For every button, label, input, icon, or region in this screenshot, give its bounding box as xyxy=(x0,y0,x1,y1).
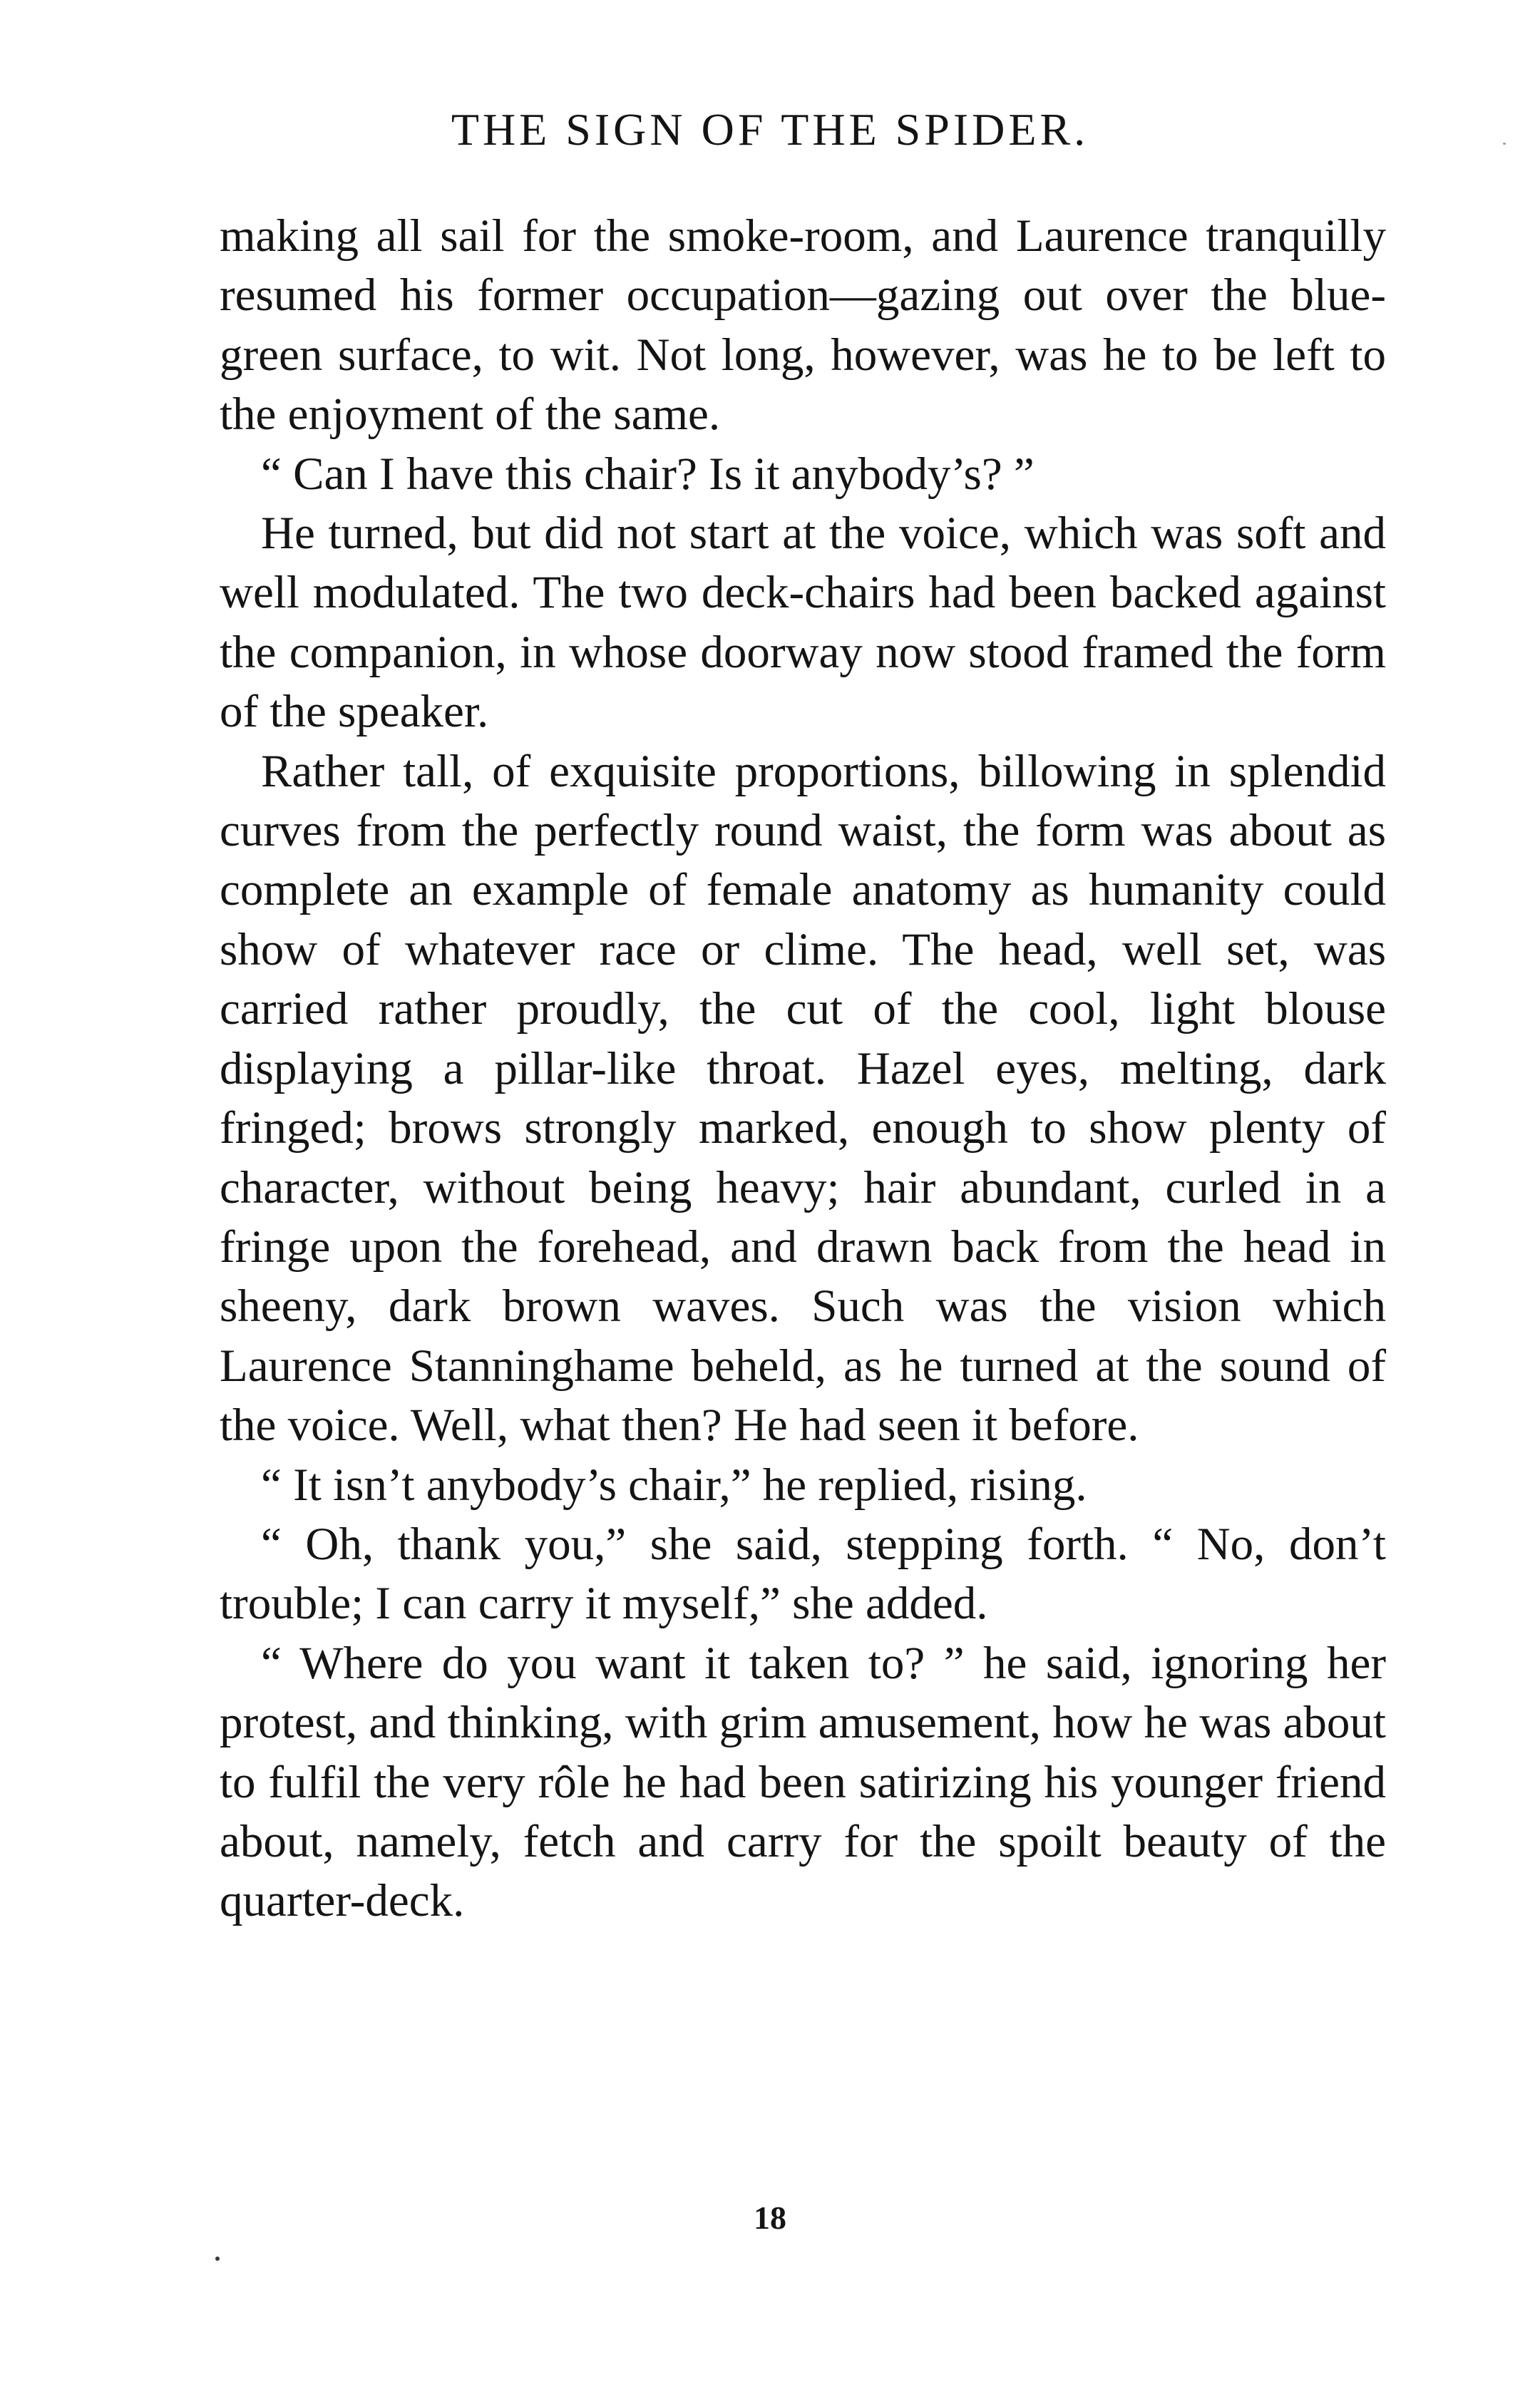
paragraph-he-turned: He turned, but did not start at the voice, which was soft and well modulated. The two deck-chairs had been backed against the companion, in whose doorway now stood framed the form of the speaker. xyxy=(220,508,1386,738)
paragraph-reply: “ It isn’t anybody’s chair,” he replied, rising. xyxy=(261,1459,1087,1511)
paragraph-continued: making all sail for the smoke-room, and Laurence tranquilly resumed his former occupation—gazing out over the blue-green surface, to wit. Not long, however, was he to be left to the enjoyment of the same. xyxy=(220,210,1386,441)
paragraph-description: Rather tall, of exquisite proportions, billowing in splendid curves from the perfectly round waist, the form was about as complete an example of female anatomy as humanity could show of whatever race or clime. The head, well set, was carried rather proudly, the cut of the cool, light blouse displaying a pillar-like throat. Hazel eyes, melting, dark fringed; brows strongly marked, enough to show plenty of character, without being heavy; hair abundant, curled in a fringe upon the forehead, and drawn back from the head in sheeny, dark brown waves. Such was the vision which Laurence Stanninghame beheld, as he turned at the sound of the voice. Well, what then? He had seen it before. xyxy=(220,745,1386,1452)
running-head: THE SIGN OF THE SPIDER. xyxy=(451,104,1089,155)
ink-speck xyxy=(1503,143,1506,145)
paragraph-where: “ Where do you want it taken to? ” he said, ignoring her protest, and thinking, with grim amusement, how he was about to fulfil the very rôle he had been satirizing his younger friend about, namely, fetch and carry for the spoilt beauty of the quarter-deck. xyxy=(220,1637,1386,1927)
paragraph-thank-you: “ Oh, thank you,” she said, stepping forth. “ No, don’t trouble; I can carry it myself,” she added. xyxy=(220,1518,1386,1630)
ink-speck xyxy=(215,2257,220,2261)
body-text xyxy=(220,207,1386,1931)
paragraph-dialogue-question: “ Can I have this chair? Is it anybody’s? ” xyxy=(261,448,1035,500)
page-number: 18 xyxy=(754,2199,786,2236)
